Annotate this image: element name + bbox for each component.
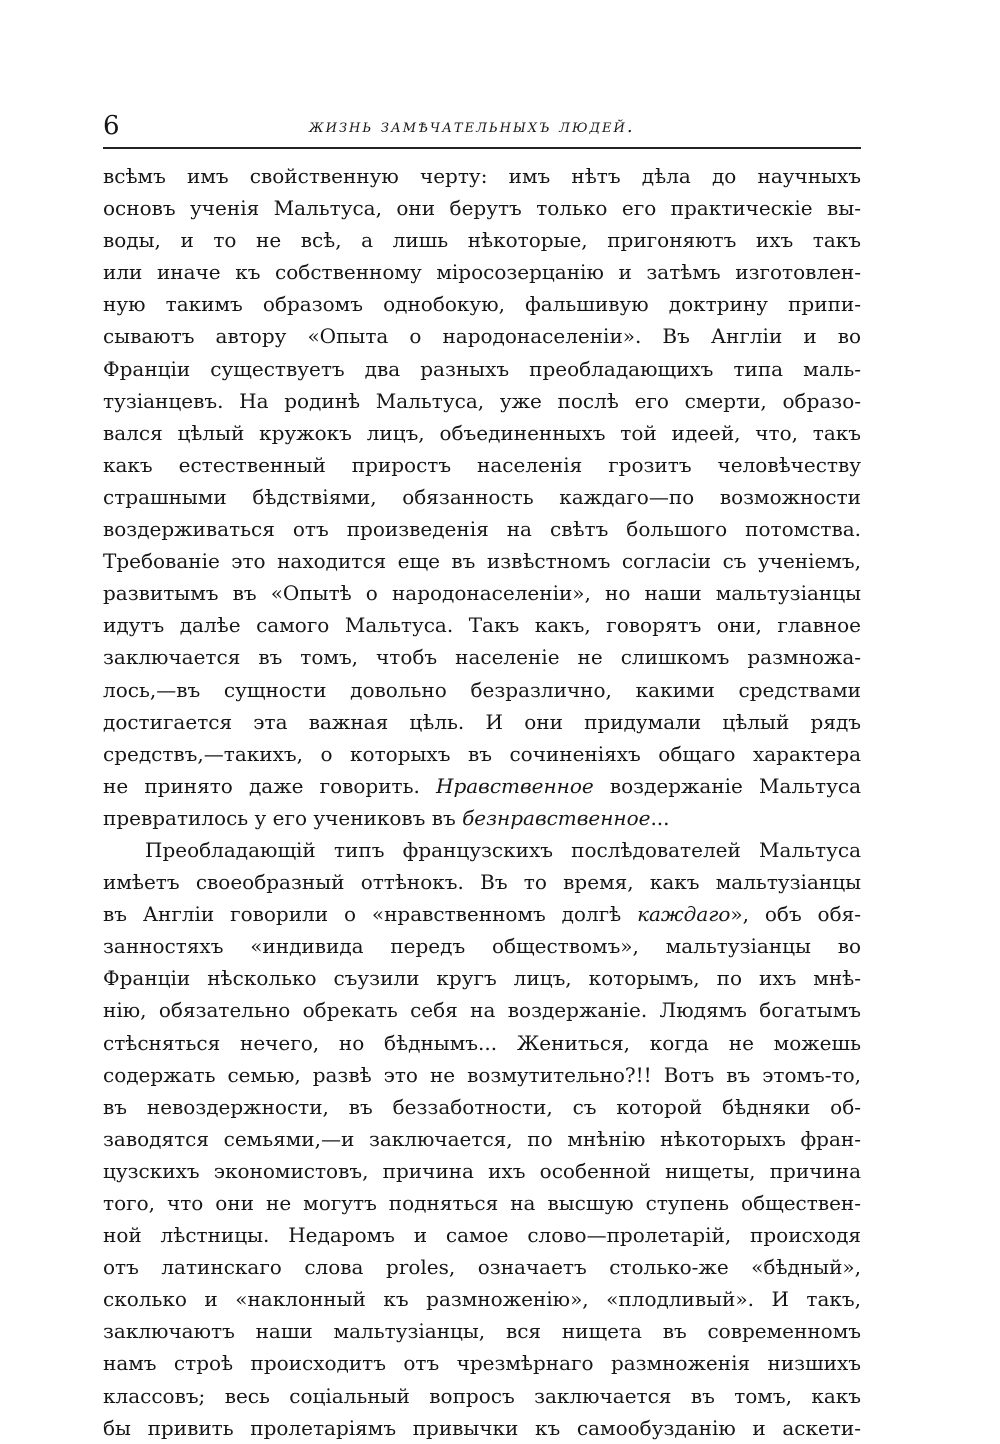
text-line: классовъ; весь соціальный вопросъ заключается въ томъ, какъ	[103, 1383, 861, 1408]
text-line: содержать семью, развѣ это не возмутительно?!! Вотъ въ этомъ-то,	[103, 1062, 861, 1087]
text-line: заводятся семьями,—и заключается, по мнѣнію нѣкоторыхъ фран-	[103, 1126, 861, 1151]
text-line: цузскихъ экономистовъ, причина ихъ особенной нищеты, причина	[103, 1158, 861, 1183]
text-line: того, что они не могутъ подняться на высшую ступень обществен-	[103, 1191, 861, 1215]
text-line: отъ латинскаго слова proles, означаетъ столько-же «бѣдный»,	[103, 1255, 861, 1280]
text-run: », объ обя-	[730, 902, 861, 927]
text-line: Франціи нѣсколько съузили кругъ лицъ, которымъ, по ихъ мнѣ-	[103, 966, 861, 991]
text-line: стѣсняться нечего, но бѣднымъ... Жениться, когда не можешь	[103, 1030, 861, 1055]
text-line: достигается эта важная цѣль. И они придумали цѣлый рядъ	[103, 709, 861, 734]
text-line: всѣмъ имъ свойственную черту: имъ нѣтъ дѣла до научныхъ	[103, 164, 861, 188]
text-line: средствъ,—такихъ, о которыхъ въ сочиненіяхъ общаго характера	[103, 741, 861, 766]
text-run: въ Англіи говорили о «нравственномъ долгѣ	[103, 902, 638, 927]
text-line-mixed	[103, 898, 861, 930]
text-run: воздержаніе Мальтуса	[593, 773, 861, 798]
header-rule	[103, 147, 861, 149]
text-line: ной лѣстницы. Недаромъ и самое слово—пролетарій, происходя	[103, 1223, 861, 1248]
italic-run: каждаго	[637, 902, 731, 927]
text-line: ную такимъ образомъ однобокую, фальшивую доктрину припи-	[103, 292, 861, 317]
text-line: въ невоздержности, въ беззаботности, съ которой бѣдняки об-	[103, 1094, 861, 1119]
italic-run: Нравственное	[436, 773, 594, 798]
text-line: заключается въ томъ, чтобъ населеніе не слишкомъ размножа-	[103, 645, 861, 670]
text-line: основъ ученія Мальтуса, они берутъ только его практическіе вы-	[103, 196, 861, 221]
text-line: занностяхъ «индивида передъ обществомъ», мальтузіанцы во	[103, 934, 861, 959]
text-line: воды, и то не всѣ, а лишь нѣкоторые, пригоняютъ ихъ такъ	[103, 228, 861, 253]
text-line: нію, обязательно обрекать себя на воздержаніе. Людямъ богатымъ	[103, 998, 861, 1023]
text-line: имѣетъ своеобразный оттѣнокъ. Въ то время, какъ мальтузіанцы	[103, 870, 861, 895]
text-run: не принято даже говорить.	[103, 773, 437, 798]
text-line: Франціи существуетъ два разныхъ преобладающихъ типа маль-	[103, 356, 861, 381]
text-line: заключаютъ наши мальтузіанцы, вся нищета въ современномъ	[103, 1319, 861, 1344]
text-line: вался цѣлый кружокъ лицъ, объединенныхъ той идеей, что, такъ	[103, 420, 861, 445]
running-head	[103, 110, 861, 146]
text-line-mixed	[103, 770, 861, 802]
text-line: бы привить пролетаріямъ привычки къ самообузданію и аскети-	[103, 1415, 861, 1440]
text-run: ...	[650, 805, 670, 830]
text-line: или иначе къ собственному міросозерцанію и затѣмъ изготовлен-	[103, 260, 861, 285]
page-number: 6	[103, 111, 120, 141]
paragraph-first-line: Преобладающій типъ французскихъ послѣдователей Мальтуса	[145, 837, 861, 862]
text-line: Требованіе это находится еще въ извѣстномъ согласіи съ ученіемъ,	[103, 549, 861, 574]
running-title: жизнь замѣчательныхъ людей.	[309, 116, 635, 137]
text-line: какъ естественный приростъ населенія грозитъ человѣчеству	[103, 452, 861, 477]
text-line: лось,—въ сущности довольно безразлично, какими средствами	[103, 677, 861, 702]
text-line: страшными бѣдствіями, обязанность каждаго—по возможности	[103, 484, 861, 509]
text-line: идутъ далѣе самого Мальтуса. Такъ какъ, говорятъ они, главное	[103, 613, 861, 638]
italic-run: безнравственное	[462, 805, 651, 830]
text-run: превратилось у его учениковъ въ	[103, 805, 463, 830]
paragraph-end-line	[103, 802, 861, 834]
text-line: воздерживаться отъ произведенія на свѣтъ большого потомства.	[103, 517, 861, 542]
text-line: намъ строѣ происходитъ отъ чрезмѣрнаго размноженія низшихъ	[103, 1351, 861, 1376]
body-text	[103, 160, 861, 1444]
text-line: развитымъ въ «Опытѣ о народонаселеніи», но наши мальтузіанцы	[103, 581, 861, 606]
text-line: сколько и «наклонный къ размноженію», «плодливый». И такъ,	[103, 1287, 861, 1312]
text-line: сываютъ автору «Опыта о народонаселеніи». Въ Англіи и во	[103, 324, 861, 349]
text-line: тузіанцевъ. На родинѣ Мальтуса, уже послѣ его смерти, образо-	[103, 388, 861, 413]
